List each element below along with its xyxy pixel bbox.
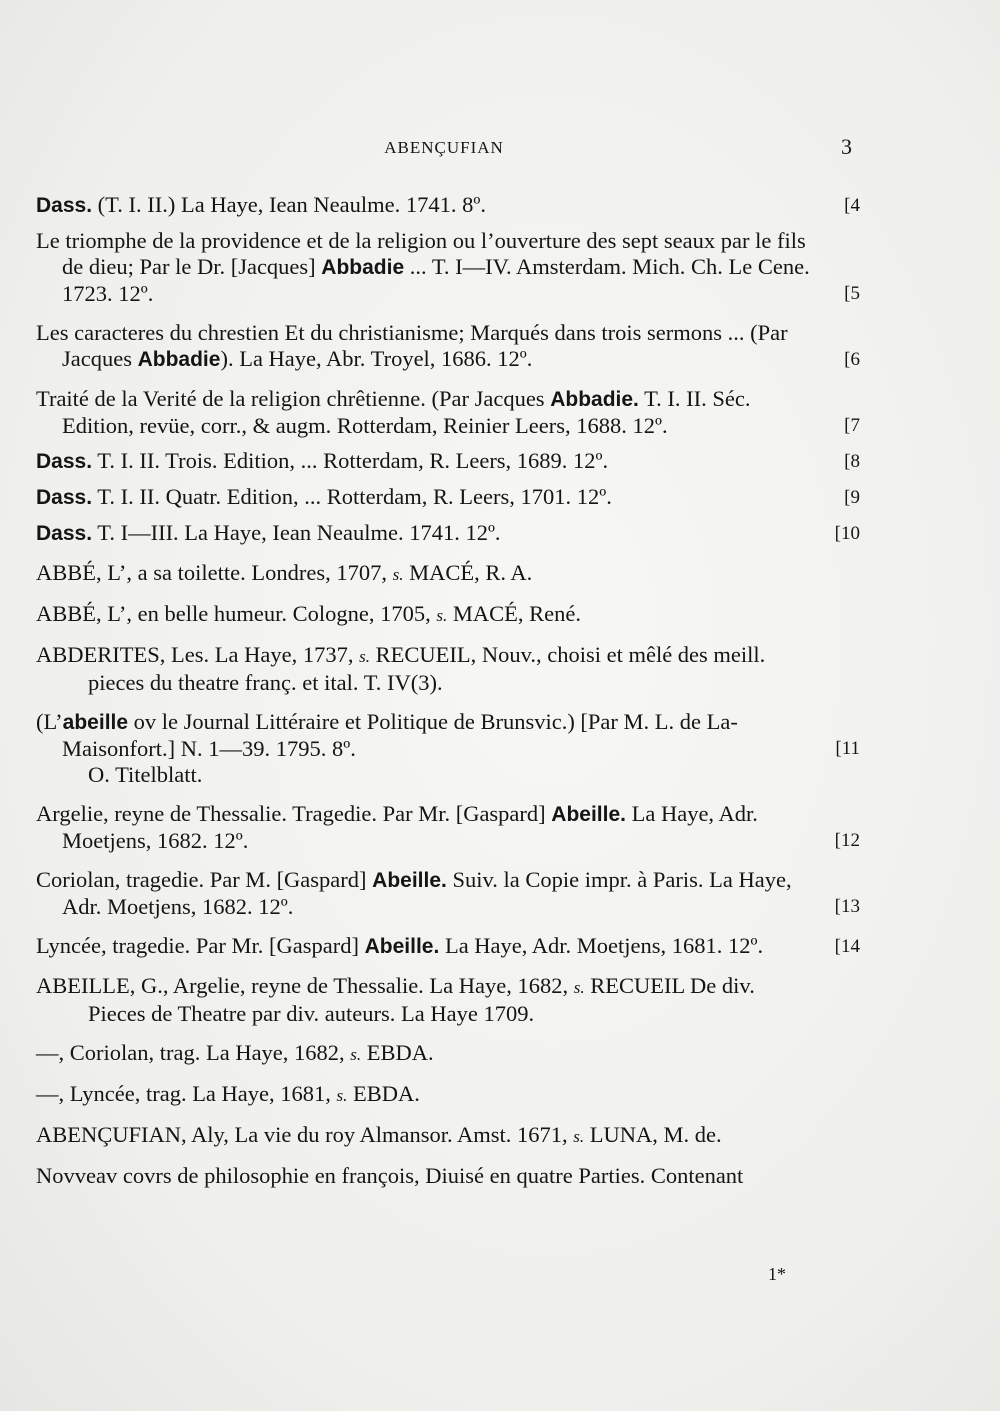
entry-number: [6 (844, 349, 860, 370)
author-name: Abeille. (364, 935, 440, 958)
entry-14 (36, 933, 860, 960)
entry-8 (36, 448, 860, 475)
entry-note: O. Titelblatt. (88, 762, 203, 787)
crossref-abbe-humeur (36, 601, 860, 629)
author-name: Abbadie. (550, 388, 639, 411)
entry-text: Les caracteres du chrestien Et du christianisme; Marqués dans trois sermons ... (Par Jacques (36, 320, 788, 371)
crossref-abderites (36, 642, 860, 696)
see-marker: s. (573, 1127, 585, 1146)
page-header (36, 134, 852, 164)
entry-list (36, 192, 860, 1202)
entry-text: T. I. II. Quatr. Edition, ... Rotterdam, R. Leers, 1701. 12º. (92, 484, 612, 509)
entry-11 (36, 709, 860, 788)
entry-novveav-covrs (36, 1163, 860, 1189)
entry-4 (36, 192, 860, 219)
entry-7 (36, 386, 860, 439)
entry-12 (36, 801, 860, 854)
entry-number: [5 (844, 283, 860, 304)
entry-lead: Dass. (36, 486, 93, 509)
entry-number: [10 (834, 523, 860, 544)
entry-lead: Dass. (36, 522, 93, 545)
entry-number: [13 (834, 896, 860, 917)
entry-text-cont: ... T. I—IV. Amsterdam. Mich. Ch. Le Cene. 1723. 12º. (62, 254, 810, 306)
entry-text: Coriolan, tragedie. Par M. [Gaspard] (36, 867, 373, 892)
entry-text: Lyncée, tragedie. Par Mr. [Gaspard] (36, 933, 365, 958)
see-marker: s. (436, 606, 448, 625)
author-name: Abeille. (372, 869, 447, 892)
entry-text: (L’ (36, 709, 63, 734)
entry-text: T. I. II. Trois. Edition, ... Rotterdam, R. Leers, 1689. 12º. (92, 448, 609, 473)
entry-text-cont: ). La Haye, Abr. Troyel, 1686. 12º. (220, 346, 533, 371)
entry-number: [7 (844, 415, 860, 436)
see-target: RECUEIL, Nouv., choisi et mêlé des meill. (369, 642, 766, 667)
entry-number: [11 (835, 738, 860, 759)
title-word: abeille (62, 711, 129, 734)
see-marker: s. (336, 1086, 348, 1105)
entry-text: Argelie, reyne de Thessalie. Tragedie. Par Mr. [Gaspard] (36, 801, 552, 826)
see-target: MACÉ, René. (447, 601, 581, 626)
entry-text: Le triomphe de la providence et de la religion ou l’ouverture des sept seaux par le fils de dieu; Par le Dr. [Jacques] (36, 228, 806, 279)
entry-5 (36, 228, 860, 307)
entry-number: [9 (844, 487, 860, 508)
entry-lead: Dass. (36, 194, 93, 217)
entry-text: ABDERITES, Les. La Haye, 1737, (36, 642, 360, 667)
author-name: Abbadie (321, 256, 405, 279)
entry-number: [14 (834, 936, 860, 957)
crossref-abencufian (36, 1122, 860, 1150)
see-target: RECUEIL De div. (584, 973, 755, 998)
crossref-abbe-toilette (36, 560, 860, 588)
entry-lead: Dass. (36, 450, 93, 473)
entry-number: [4 (844, 195, 860, 216)
entry-continuation: Pieces de Theatre par div. auteurs. La Haye 1709. (88, 1001, 535, 1026)
entry-text-cont: T. I. II. Séc. Edition, revüe, corr., & augm. Rotterdam, Reinier Leers, 1688. 12º. (62, 386, 751, 438)
entry-text-cont: ov le Journal Littéraire et Politique de Brunsvic.) [Par M. L. de La-Maisonfort.] N. 1—39. 1795. 8º. (62, 709, 738, 761)
signature-mark: 1* (768, 1264, 786, 1284)
entry-text: —, Lyncée, trag. La Haye, 1681, (36, 1081, 337, 1106)
entry-text-cont: La Haye, Adr. Moetjens, 1682. 12º. (62, 801, 758, 853)
entry-continuation: pieces du theatre franç. et ital. T. IV(3). (88, 670, 443, 695)
entry-text: ABBÉ, L’, en belle humeur. Cologne, 1705, (36, 601, 437, 626)
author-name: Abeille. (551, 803, 626, 826)
entry-text-cont: La Haye, Adr. Moetjens, 1681. 12º. (439, 933, 764, 958)
entry-number: [12 (834, 830, 860, 851)
entry-text: ABEILLE, G., Argelie, reyne de Thessalie. La Haye, 1682, (36, 973, 574, 998)
author-name: Abbadie (137, 348, 221, 371)
see-marker: s. (350, 1045, 362, 1064)
entry-10 (36, 520, 860, 547)
crossref-abeille-coriolan (36, 1040, 860, 1068)
entry-6 (36, 320, 860, 373)
see-target: MACÉ, R. A. (403, 560, 533, 585)
crossref-abeille-argelie (36, 973, 860, 1027)
running-title: ABENÇUFIAN (384, 138, 504, 157)
entry-text: —, Coriolan, trag. La Haye, 1682, (36, 1040, 351, 1065)
entry-text: T. I—III. La Haye, Iean Neaulme. 1741. 12º. (92, 520, 501, 545)
entry-number: [8 (844, 451, 860, 472)
entry-9 (36, 484, 860, 511)
see-target: EBDA. (361, 1040, 434, 1065)
entry-text-cont: Suiv. la Copie impr. à Paris. La Haye, Adr. Moetjens, 1682. 12º. (62, 867, 792, 919)
see-marker: s. (392, 565, 404, 584)
entry-text: Novveav covrs de philosophie en françois, Diuisé en quatre Parties. Contenant (36, 1163, 744, 1188)
entry-text: ABENÇUFIAN, Aly, La vie du roy Almansor. Amst. 1671, (36, 1122, 574, 1147)
see-marker: s. (359, 647, 370, 666)
entry-text: (T. I. II.) La Haye, Iean Neaulme. 1741. 8º. (92, 192, 486, 217)
page-number: 3 (841, 134, 852, 159)
entry-13 (36, 867, 860, 920)
see-target: LUNA, M. de. (584, 1122, 722, 1147)
see-target: EBDA. (347, 1081, 420, 1106)
see-marker: s. (573, 978, 585, 997)
entry-text: Traité de la Verité de la religion chrêtienne. (Par Jacques (36, 386, 551, 411)
entry-text: ABBÉ, L’, a sa toilette. Londres, 1707, (36, 560, 393, 585)
crossref-abeille-lyncee (36, 1081, 860, 1109)
